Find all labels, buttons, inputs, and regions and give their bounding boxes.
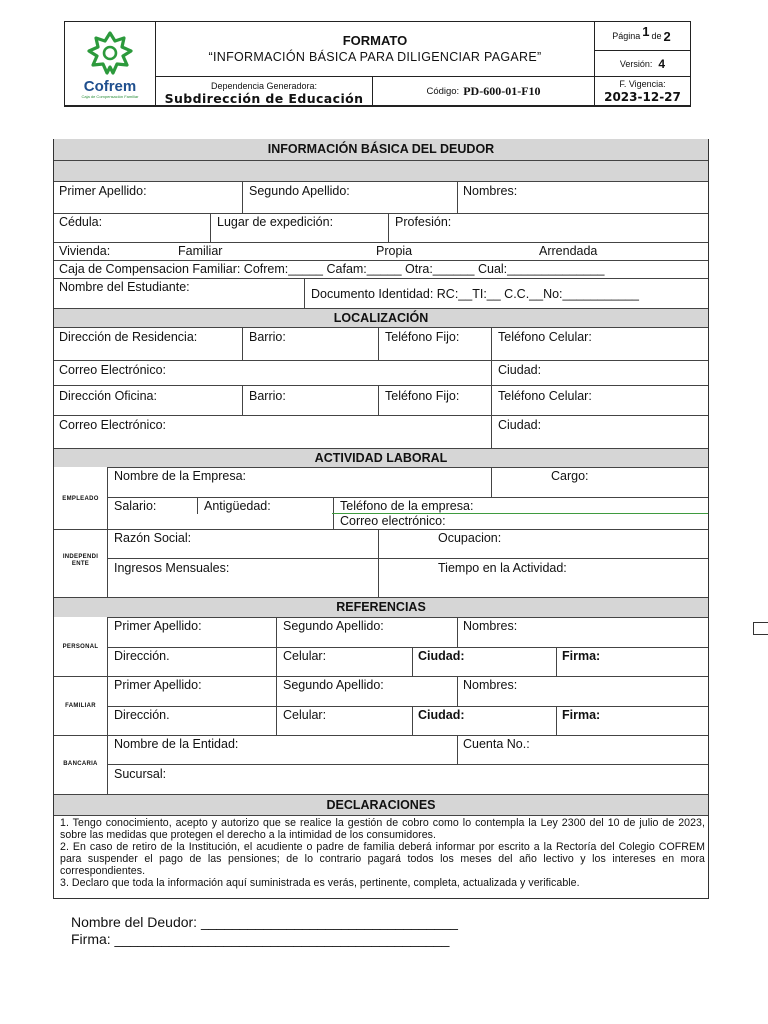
- personal-direccion: Dirección.: [114, 649, 170, 663]
- codigo-cell: [373, 77, 595, 106]
- pagina-label: Página: [612, 31, 641, 41]
- section-actividad-title: ACTIVIDAD LABORAL: [54, 448, 708, 467]
- empleado-label: EMPLEADO: [62, 496, 99, 502]
- row-bancaria-entidad: [107, 735, 708, 764]
- ingresos-label: Ingresos Mensuales:: [114, 561, 230, 575]
- row-empresa: [107, 467, 708, 497]
- row-personal-names: [107, 617, 708, 647]
- pagina-de: de: [651, 31, 662, 41]
- grey-spacer-row: [54, 160, 708, 181]
- cedula-label: Cédula:: [59, 215, 103, 229]
- correo-electronico-label: Correo Electrónico:: [59, 363, 166, 377]
- row-bancaria-sucursal: [107, 764, 708, 794]
- documento-identidad-label: Documento Identidad: RC:__TI:__ C.C.__No:___________: [311, 287, 639, 301]
- declaracion-3: 3. Declaro que toda la información aquí suministrada es verás, pertinente, completa, actualizada y verificable.: [60, 877, 580, 889]
- vigencia-value: 2023-12-27: [604, 90, 681, 104]
- correo-oficina-label: Correo Electrónico:: [59, 418, 166, 432]
- section-deudor-title: INFORMACIÓN BÁSICA DEL DEUDOR: [54, 139, 708, 160]
- pagina-cell: [595, 22, 691, 51]
- row-familiar-contact: [107, 706, 708, 735]
- row-personal-contact: [107, 647, 708, 676]
- declaraciones-text: [60, 817, 705, 889]
- debtor-form: [53, 139, 709, 899]
- personal-primer-apellido: Primer Apellido:: [114, 619, 202, 633]
- telefono-empresa-label: Teléfono de la empresa:: [340, 499, 474, 513]
- row-correo-2: [54, 415, 708, 448]
- codigo-value: PD-600-01-F10: [463, 83, 541, 98]
- familiar-segundo-apellido: Segundo Apellido:: [283, 678, 384, 692]
- razon-social-label: Razón Social:: [114, 531, 192, 545]
- checkbox[interactable]: [753, 622, 768, 635]
- telefono-celular-label: Teléfono Celular:: [498, 330, 592, 344]
- referencia-personal-label: PERSONAL: [62, 644, 99, 650]
- personal-firma: Firma:: [562, 649, 601, 663]
- pagina-total: 2: [663, 28, 671, 44]
- segundo-apellido-label: Segundo Apellido:: [249, 184, 350, 198]
- row-vivienda: [54, 242, 708, 260]
- cargo-label: Cargo:: [551, 469, 589, 483]
- section-localizacion-title: LOCALIZACIÓN: [54, 308, 708, 327]
- nombre-entidad-label: Nombre de la Entidad:: [114, 737, 239, 751]
- barrio-oficina-label: Barrio:: [249, 389, 286, 403]
- nombre-deudor-line: Nombre del Deudor: _________________________________: [71, 914, 458, 930]
- nombre-estudiante-label: Nombre del Estudiante:: [59, 280, 190, 294]
- cuenta-label: Cuenta No.:: [463, 737, 530, 751]
- document-subtitle: “INFORMACIÓN BÁSICA PARA DILIGENCIAR PAGARE”: [208, 50, 542, 64]
- salario-label: Salario:: [114, 499, 157, 513]
- vivienda-propia: Propia: [376, 244, 413, 258]
- section-declaraciones-title: DECLARACIONES: [54, 794, 708, 815]
- nombre-empresa-label: Nombre de la Empresa:: [114, 469, 247, 483]
- sucursal-label: Sucursal:: [114, 767, 167, 781]
- vivienda-familiar: Familiar: [178, 244, 223, 258]
- personal-celular: Celular:: [283, 649, 327, 663]
- ciudad-label: Ciudad:: [498, 363, 542, 377]
- vigencia-cell: [595, 77, 691, 106]
- section-referencias-title: REFERENCIAS: [54, 597, 708, 617]
- declaracion-2: 2. En caso de retiro de la Institución, el acudiente o padre de familia deberá informar por escrito a la Rectoría del Colegio COFREM para suspender el pago de las pensiones; de lo contrario pagará todos los meses del año lectivo y los intereses en mora correspondientes.: [60, 841, 705, 877]
- row-correo-1: [54, 360, 708, 385]
- dependencia-value: Subdirección de Educación: [164, 91, 364, 106]
- declaracion-1: 1. Tengo conocimiento, acepto y autorizo que se realice la gestión de cobro como lo contempla la Ley 2300 del 10 de julio de 2023, sobre las medidas que protegen el derecho a la intimidad de los consumidores.: [60, 817, 705, 841]
- cofrem-logo-icon: [82, 29, 138, 77]
- row-cedula: [54, 213, 708, 242]
- barrio-label: Barrio:: [249, 330, 286, 344]
- familiar-nombres: Nombres:: [463, 678, 518, 692]
- lugar-expedicion-label: Lugar de expedición:: [217, 215, 334, 229]
- dependencia-cell: [156, 77, 373, 106]
- codigo-label: Código:: [426, 85, 460, 97]
- telefono-fijo-label: Teléfono Fijo:: [385, 330, 460, 344]
- row-razon-social: [107, 529, 708, 558]
- tiempo-actividad-label: Tiempo en la Actividad:: [438, 561, 567, 575]
- logo-cell: [65, 22, 156, 106]
- row-caja: [54, 260, 708, 278]
- title-cell: [156, 22, 595, 77]
- familiar-direccion: Dirección.: [114, 708, 170, 722]
- familiar-primer-apellido: Primer Apellido:: [114, 678, 202, 692]
- familiar-celular: Celular:: [283, 708, 327, 722]
- vigencia-label: F. Vigencia:: [619, 79, 666, 89]
- ocupacion-label: Ocupacion:: [438, 531, 502, 545]
- logo-name: Cofrem: [83, 77, 137, 95]
- row-estudiante: [54, 278, 708, 308]
- logo-subtitle: Caja de Compensación Familiar: [81, 93, 139, 99]
- direccion-residencia-label: Dirección de Residencia:: [59, 330, 198, 344]
- familiar-ciudad: Ciudad:: [418, 708, 465, 722]
- document-title: FORMATO: [342, 33, 408, 48]
- personal-ciudad: Ciudad:: [418, 649, 465, 663]
- ciudad-oficina-label: Ciudad:: [498, 418, 542, 432]
- caja-compensacion-label: Caja de Compensacion Familiar: Cofrem:_____ Cafam:_____ Otra:______ Cual:______________: [59, 262, 605, 276]
- independiente-label: INDEPENDI ENTE: [62, 554, 99, 567]
- referencia-bancaria-label: BANCARIA: [63, 761, 98, 767]
- pagina-number: 1: [642, 23, 650, 39]
- version-value: 4: [658, 56, 666, 71]
- dependencia-label: Dependencia Generadora:: [210, 81, 318, 91]
- vivienda-arrendada: Arrendada: [539, 244, 598, 258]
- referencia-familiar-label: FAMILIAR: [65, 703, 96, 709]
- direccion-oficina-label: Dirección Oficina:: [59, 389, 157, 403]
- correo-empresa-label: Correo electrónico:: [340, 514, 446, 528]
- personal-nombres: Nombres:: [463, 619, 518, 633]
- telefono-fijo-oficina-label: Teléfono Fijo:: [385, 389, 460, 403]
- row-names: [54, 181, 708, 213]
- personal-segundo-apellido: Segundo Apellido:: [283, 619, 384, 633]
- row-residencia: [54, 327, 708, 360]
- familiar-firma: Firma:: [562, 708, 601, 722]
- row-familiar-names: [107, 676, 708, 706]
- green-guide-line: [332, 513, 708, 514]
- version-label: Versión:: [619, 58, 653, 69]
- primer-apellido-label: Primer Apellido:: [59, 184, 147, 198]
- row-ingresos: [107, 558, 708, 597]
- vivienda-label: Vivienda:: [59, 244, 111, 258]
- antiguedad-label: Antigüedad:: [204, 499, 271, 513]
- document-header: [64, 21, 691, 107]
- firma-line: Firma: ___________________________________________: [71, 931, 450, 947]
- nombres-label: Nombres:: [463, 184, 518, 198]
- version-cell: [595, 51, 691, 77]
- telefono-celular-oficina-label: Teléfono Celular:: [498, 389, 592, 403]
- row-oficina: [54, 385, 708, 415]
- profesion-label: Profesión:: [395, 215, 452, 229]
